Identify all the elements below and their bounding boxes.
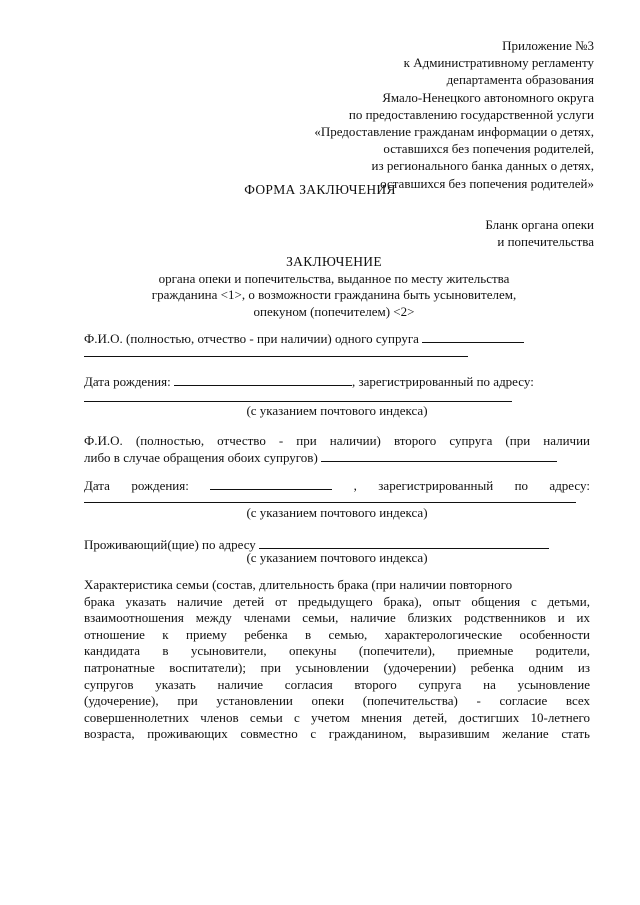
- authority-blank: [485, 216, 594, 250]
- birth-date-2-word: рождения:: [131, 478, 189, 493]
- conclusion-title: ЗАКЛЮЧЕНИЕ: [286, 254, 382, 269]
- appendix-line: Приложение №3: [502, 38, 594, 53]
- appendix-line: оставшихся без попечения родителей»: [380, 175, 594, 191]
- paragraph-line: отношение к приему ребенка в семью, характерологические особенности: [84, 626, 590, 642]
- birth-date-2-word: зарегистрированный: [378, 478, 494, 493]
- birth-date-1-row: [84, 373, 590, 390]
- paragraph-line: совершеннолетних членов семьи с учетом мнения детей, достигших 10-летнего: [84, 709, 590, 725]
- appendix-line: оставшихся без попечения родителей,: [383, 141, 594, 157]
- address-1-field[interactable]: [84, 401, 512, 402]
- birth-date-2-word: ,: [353, 478, 357, 493]
- address-2-field[interactable]: [84, 502, 576, 503]
- appendix-line: из регионального банка данных о детях,: [371, 158, 594, 174]
- spouse1-fio-row: [84, 330, 590, 347]
- residing-address-field[interactable]: [259, 536, 549, 549]
- form-title: ФОРМА ЗАКЛЮЧЕНИЯ: [244, 182, 396, 197]
- appendix-line: «Предоставление гражданам информации о детях,: [314, 124, 594, 140]
- birth-date-2-row: [84, 477, 590, 494]
- birth-date-2-word: Дата: [84, 478, 110, 493]
- spouse2-fio-line1: Ф.И.О. (полностью, отчество - при наличии) второго супруга (при наличии: [84, 433, 590, 448]
- appendix-line: Ямало-Ненецкого автономного округа: [382, 89, 594, 105]
- paragraph-line: возраста, проживающих совместно с гражданином, выразившим желание стать: [84, 726, 590, 742]
- birth-date-2-word: по: [514, 478, 529, 493]
- paragraph-line: (удочерение), при установлении опеки (попечительства) - согласие всех: [84, 693, 590, 709]
- spouse1-fio-field-continued[interactable]: [84, 356, 468, 357]
- paragraph-line: патронатные воспитатели); при усыновлении (удочерении) ребенка одним из: [84, 659, 590, 675]
- spouse2-fio-row: [84, 449, 590, 466]
- postal-caption-3: (с указанием почтового индекса): [246, 550, 428, 565]
- paragraph-line: взаимоотношения между членами семьи, наличие близких родственников и их: [84, 610, 590, 626]
- authority-blank-line: Бланк органа опеки: [485, 217, 594, 232]
- conclusion-heading: [84, 254, 584, 320]
- family-characteristics: [84, 577, 590, 743]
- postal-caption-2: (с указанием почтового индекса): [246, 505, 428, 520]
- appendix-header: [194, 37, 594, 192]
- birth-date-2-word: адресу:: [549, 478, 590, 493]
- postal-caption-1: (с указанием почтового индекса): [246, 403, 428, 418]
- birth-date-2-field[interactable]: [210, 477, 332, 490]
- spouse2-fio-field[interactable]: [321, 449, 557, 462]
- paragraph-line: Характеристика семьи (состав, длительность брака (при наличии повторного: [84, 577, 513, 592]
- birth-date-1-label: Дата рождения:: [84, 374, 171, 389]
- authority-blank-line: и попечительства: [497, 234, 594, 249]
- appendix-line: к Административному регламенту: [403, 55, 594, 71]
- conclusion-subtitle-line: органа опеки и попечительства, выданное по месту жительства: [158, 270, 510, 286]
- birth-date-1-field[interactable]: [174, 373, 352, 386]
- spouse1-fio-field[interactable]: [422, 330, 524, 343]
- paragraph-line: кандидата в усыновители, опекуны (попечители), приемные родители,: [84, 643, 590, 659]
- paragraph-line: супругов указать наличие согласия второго супруга на усыновление: [84, 676, 590, 692]
- spouse2-fio-label: либо в случае обращения обоих супругов): [84, 450, 318, 465]
- conclusion-subtitle-line: гражданина <1>, о возможности гражданина быть усыновителем,: [151, 287, 517, 302]
- registered-1-label: , зарегистрированный по адресу:: [351, 374, 534, 389]
- residing-label: Проживающий(щие) по адресу: [84, 537, 256, 552]
- appendix-line: департамента образования: [446, 72, 594, 88]
- appendix-line: по предоставлению государственной услуги: [348, 106, 594, 122]
- conclusion-subtitle-line: опекуном (попечителем) <2>: [253, 303, 415, 319]
- spouse1-fio-label: Ф.И.О. (полностью, отчество - при наличии) одного супруга: [84, 331, 419, 346]
- paragraph-line: брака указать наличие детей от предыдущего брака), опыт общения с детьми,: [84, 593, 590, 609]
